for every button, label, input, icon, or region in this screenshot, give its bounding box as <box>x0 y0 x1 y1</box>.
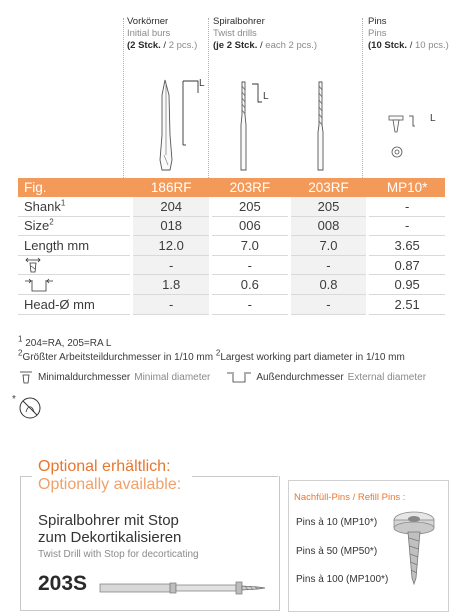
row-label-text: Shank <box>24 198 61 214</box>
legend-ext-en: External diameter <box>347 371 427 383</box>
table-cell: - <box>369 216 445 236</box>
column-qty-en: 2 pcs.) <box>168 40 198 51</box>
footnote-sup: 2 <box>18 348 23 358</box>
legend-min-de: Minimaldurchmesser <box>38 371 131 383</box>
optional-title <box>38 458 181 494</box>
twist-drill-illustration-1 <box>228 80 268 175</box>
refill-title: Nachfüll-Pins / Refill Pins : <box>294 492 406 503</box>
footnote-text-de: Größter Arbeitsteildurchmesser in 1/10 mm <box>22 352 214 363</box>
legend-min-en: Minimal diameter <box>134 371 211 383</box>
length-marker: L <box>263 91 269 102</box>
twist-drill-illustration-2 <box>306 80 336 175</box>
column-title-en: Pins <box>368 28 387 39</box>
footnote-sup: 2 <box>215 348 221 358</box>
table-header-cell: 203RF <box>291 178 367 197</box>
footnote-2 <box>18 348 405 363</box>
table-cell: 1.8 <box>133 275 209 295</box>
box-top-edge <box>20 476 32 477</box>
table-header-cell: Fig. <box>18 178 130 197</box>
table-cell: 018 <box>133 216 209 236</box>
optional-title-en: Optionally available: <box>38 476 182 493</box>
legend-ext-de: Außendurchmesser <box>256 371 344 383</box>
table-cell: 204 <box>133 197 209 216</box>
column-title-de: Pins <box>368 16 387 27</box>
column-head-initial-burs: Vorkörner Initial burs (2 Stck. / 2 pcs.) <box>127 16 198 51</box>
row-label: Length mm <box>18 236 130 256</box>
table-cell: 0.8 <box>291 275 367 295</box>
row-label: Head-Ø mm <box>18 294 130 314</box>
table-cell: 205 <box>212 197 288 216</box>
initial-bur-illustration <box>140 75 210 175</box>
refill-item: Pins à 10 (MP10*) <box>296 517 378 528</box>
legend-row <box>18 370 426 384</box>
column-title-en: Twist drills <box>213 28 257 39</box>
table-cell: 205 <box>291 197 367 216</box>
table-cell: 12.0 <box>133 236 209 256</box>
single-use-icon <box>18 396 42 420</box>
table-cell: 006 <box>212 216 288 236</box>
product-code: 203S <box>38 572 88 595</box>
table-cell: 008 <box>291 216 367 236</box>
product-name-en: Twist Drill with Stop for decorticating <box>38 549 199 560</box>
column-qty-de: (je 2 Stck. <box>213 40 258 51</box>
table-header-cell: 186RF <box>133 178 209 197</box>
column-title-en: Initial burs <box>127 28 171 39</box>
table-row <box>18 255 445 275</box>
table-header-cell: 203RF <box>212 178 288 197</box>
star-note: * <box>12 394 16 405</box>
row-label <box>18 197 130 216</box>
table-row <box>18 197 445 216</box>
table-cell: - <box>291 294 367 314</box>
table-cell: 3.65 <box>369 236 445 256</box>
table-row <box>18 216 445 236</box>
row-label-external-diameter <box>18 275 130 295</box>
table-cell: - <box>212 255 288 275</box>
table-cell: 2.51 <box>369 294 445 314</box>
table-row <box>18 294 445 314</box>
table-cell: - <box>133 294 209 314</box>
row-label-sup: 1 <box>60 198 66 208</box>
column-title-de: Spiralbohrer <box>213 16 265 27</box>
product-name-de-2: zum Dekortikalisieren <box>38 529 182 546</box>
refill-item: Pins à 100 (MP100*) <box>296 574 389 585</box>
column-head-twist-drills: Spiralbohrer Twist drills (je 2 Stck. / each 2 pcs.) <box>213 16 318 51</box>
length-marker: L <box>199 78 205 89</box>
refill-item: Pins à 50 (MP50*) <box>296 546 378 557</box>
pin-photo-illustration <box>384 508 444 588</box>
column-title-de: Vorkörner <box>127 16 169 27</box>
row-label <box>18 216 130 236</box>
length-marker: L <box>430 113 436 124</box>
column-divider <box>362 18 363 178</box>
table-cell: - <box>291 255 367 275</box>
table-header-cell: MP10* <box>369 178 445 197</box>
table-cell: - <box>369 197 445 216</box>
table-cell: 7.0 <box>291 236 367 256</box>
table-row <box>18 275 445 295</box>
product-name-de-1: Spiralbohrer mit Stop <box>38 512 179 529</box>
column-qty-en: each 2 pcs.) <box>265 40 318 51</box>
column-qty-de: (2 Stck. <box>127 40 161 51</box>
column-qty-en: 10 pcs.) <box>415 40 449 51</box>
min-diameter-icon <box>24 257 42 273</box>
row-label-text: Size <box>24 218 50 234</box>
optional-product <box>38 512 181 546</box>
optional-title-de: Optional erhältlich: <box>38 458 171 475</box>
footnote-text: 204=RA, 205=RA L <box>25 338 112 349</box>
twist-drill-stop-illustration <box>98 577 268 599</box>
column-head-pins: Pins Pins (10 Stck. / 10 pcs.) <box>368 16 449 51</box>
external-diameter-icon <box>24 277 54 293</box>
table-cell: 0.95 <box>369 275 445 295</box>
external-diameter-icon <box>226 370 252 384</box>
table-cell: 7.0 <box>212 236 288 256</box>
table-cell: - <box>212 294 288 314</box>
table-cell: 0.87 <box>369 255 445 275</box>
column-divider <box>123 18 124 178</box>
table-cell: 0.6 <box>212 275 288 295</box>
min-diameter-icon <box>18 370 34 384</box>
table-header-row <box>18 178 445 197</box>
row-label-min-diameter <box>18 255 130 275</box>
footnote-text-en: Largest working part diameter in 1/10 mm <box>220 352 405 363</box>
table-row <box>18 236 445 256</box>
row-label-sup: 2 <box>49 218 54 228</box>
spec-table <box>18 178 445 315</box>
footnote-sup: 1 <box>18 334 23 344</box>
box-top-edge <box>192 476 278 477</box>
column-qty-de: (10 Stck. <box>368 40 408 51</box>
footnote-1 <box>18 334 112 349</box>
table-cell: - <box>133 255 209 275</box>
